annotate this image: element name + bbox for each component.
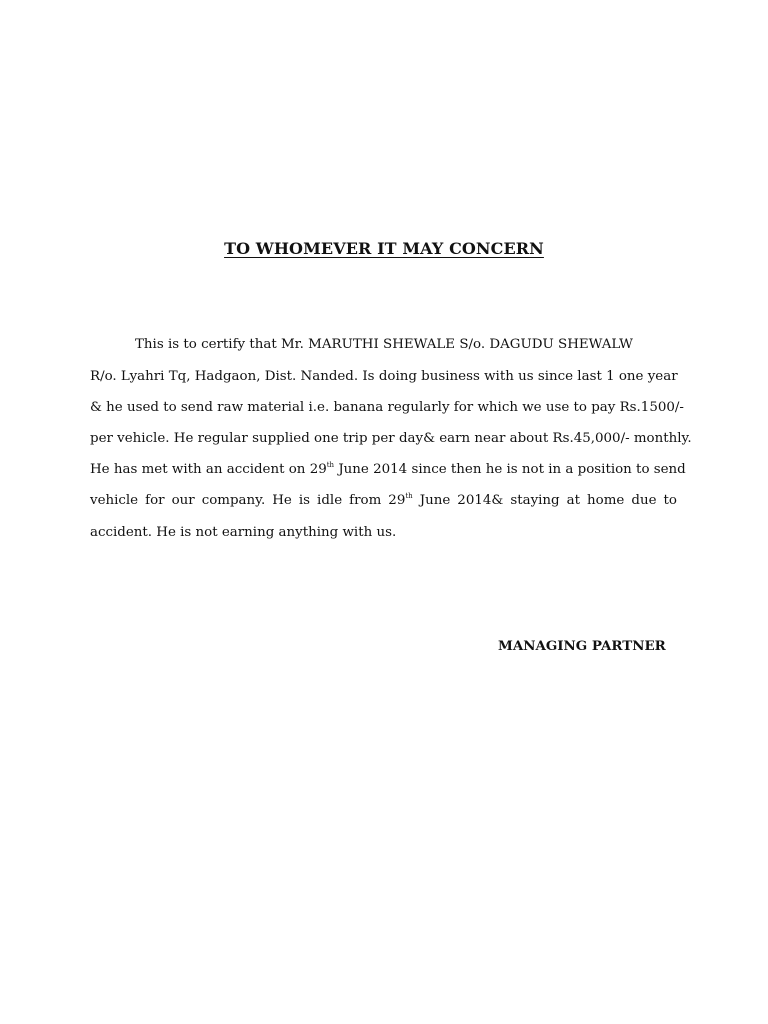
body-line-6-end: June 2014& staying at home due to [412, 493, 677, 508]
ordinal-suffix: th [326, 461, 335, 469]
body-line-7: accident. He is not earning anything with us. [90, 525, 397, 540]
body-line-5 [90, 461, 686, 479]
document-title-text: TO WHOMEVER IT MAY CONCERN [224, 239, 544, 258]
body-line-3: & he used to send raw material i.e. banana regularly for which we use to pay Rs.1500/- [90, 400, 684, 415]
body-line-5-start: He has met with an accident on 29 [90, 462, 327, 477]
body-line-4: per vehicle. He regular supplied one trip per day& earn near about Rs.45,000/- monthly. [90, 431, 692, 446]
document-title [0, 239, 768, 258]
body-line-1: This is to certify that Mr. MARUTHI SHEWALE S/o. DAGUDU SHEWALW [135, 337, 633, 352]
body-line-2: R/o. Lyahri Tq, Hadgaon, Dist. Nanded. Is doing business with us since last 1 one year [90, 369, 678, 384]
body-line-6-start: vehicle for our company. He is idle from 29 [90, 493, 406, 508]
body-line-5-end: June 2014 since then he is not in a position to send [334, 462, 686, 477]
ordinal-suffix: th [405, 492, 413, 500]
signature-title: MANAGING PARTNER [498, 638, 666, 654]
body-line-6 [90, 492, 677, 510]
